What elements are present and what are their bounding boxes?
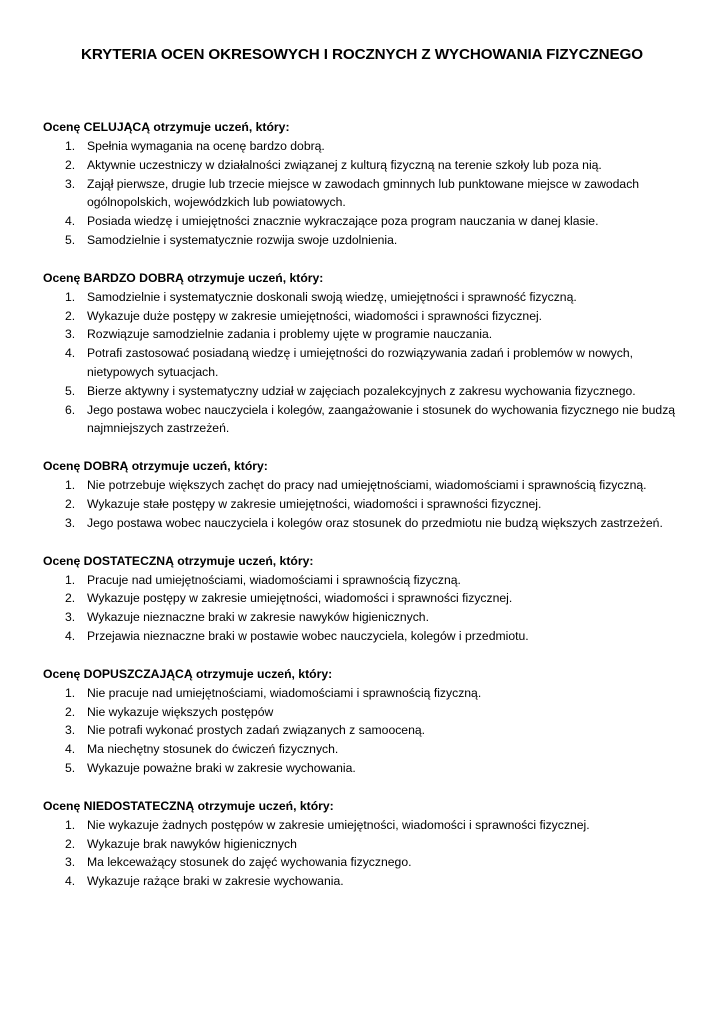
list-item [43, 212, 683, 231]
list-item [43, 401, 683, 439]
list-item-number: 5. [65, 383, 76, 398]
list-item-number: 2. [65, 836, 76, 851]
criteria-content [43, 118, 683, 910]
list-item [43, 288, 683, 307]
list-item [43, 684, 683, 703]
list-item-text: Wykazuje postępy w zakresie umiejętności, wiadomości i sprawności fizycznej. [87, 591, 513, 606]
list-item-number: 5. [65, 760, 76, 775]
list-item-number: 4. [65, 742, 76, 757]
list-item-number: 4. [65, 346, 76, 361]
criteria-list [43, 571, 683, 646]
list-item-text: Nie pracuje nad umiejętnościami, wiadomościami i sprawnością fizyczną. [87, 685, 482, 700]
grade-section [43, 797, 683, 891]
list-item-number: 4. [65, 628, 76, 643]
list-item-text: Jego postawa wobec nauczyciela i kolegów, zaangażowanie i stosunek do wychowania fizycznego nie budzą najmniejszych zastrzeżeń. [87, 402, 676, 436]
list-item [43, 872, 683, 891]
list-item-text: Wykazuje nieznaczne braki w zakresie nawyków higienicznych. [87, 610, 429, 625]
list-item-text: Ma niechętny stosunek do ćwiczeń fizycznych. [87, 742, 339, 757]
list-item-text: Spełnia wymagania na ocenę bardzo dobrą. [87, 139, 325, 153]
grade-section [43, 118, 683, 250]
list-item-number: 1. [65, 139, 76, 153]
list-item-text: Nie potrafi wykonać prostych zadań związanych z samooceną. [87, 723, 426, 738]
list-item [43, 627, 683, 646]
list-item [43, 703, 683, 722]
section-heading: Ocenę CELUJĄCĄ otrzymuje uczeń, który: [43, 120, 290, 134]
list-item-text: Zajął pierwsze, drugie lub trzecie miejsce w zawodach gminnych lub punktowane miejsce w zawodach ogólnopolskich, wojewódzkich lub powiatowych. [87, 176, 640, 210]
list-item [43, 175, 683, 213]
criteria-list [43, 684, 683, 778]
list-item-text: Posiada wiedzę i umiejętności znacznie wykraczające poza program nauczania w danej klasie. [87, 214, 599, 229]
list-item-text: Przejawia nieznaczne braki w postawie wobec nauczyciela, kolegów i przedmiotu. [87, 628, 529, 643]
list-item [43, 137, 683, 156]
list-item-number: 3. [65, 855, 76, 870]
list-item-number: 1. [65, 289, 76, 304]
list-item-number: 5. [65, 232, 76, 247]
list-item [43, 382, 683, 401]
list-item [43, 156, 683, 175]
list-item-text: Wykazuje brak nawyków higienicznych [87, 836, 297, 851]
list-item [43, 495, 683, 514]
list-item [43, 721, 683, 740]
grade-section [43, 457, 683, 532]
list-item [43, 759, 683, 778]
list-item [43, 325, 683, 344]
list-item-number: 3. [65, 610, 76, 625]
grade-section [43, 665, 683, 778]
list-item-number: 3. [65, 176, 76, 191]
grade-section [43, 552, 683, 646]
list-item [43, 835, 683, 854]
criteria-list [43, 816, 683, 891]
list-item-number: 1. [65, 572, 76, 587]
list-item-text: Nie potrzebuje większych zachęt do pracy nad umiejętnościami, wiadomościami i sprawnością fizyczną. [87, 478, 647, 493]
list-item [43, 816, 683, 835]
list-item-number: 3. [65, 515, 76, 530]
list-item-number: 2. [65, 591, 76, 606]
list-item [43, 853, 683, 872]
list-item-text: Rozwiązuje samodzielnie zadania i problemy ujęte w programie nauczania. [87, 327, 493, 342]
list-item [43, 571, 683, 590]
list-item-number: 1. [65, 478, 76, 493]
document-title: KRYTERIA OCEN OKRESOWYCH I ROCZNYCH Z WYCHOWANIA FIZYCZNEGO [81, 46, 643, 63]
list-item-text: Jego postawa wobec nauczyciela i kolegów oraz stosunek do przedmiotu nie budzą większych zastrzeżeń. [87, 515, 663, 530]
list-item-text: Pracuje nad umiejętnościami, wiadomościami i sprawnością fizyczną. [87, 572, 461, 587]
list-item-text: Nie wykazuje żadnych postępów w zakresie umiejętności, wiadomości i sprawności fizycznej. [87, 817, 590, 832]
list-item-text: Nie wykazuje większych postępów [87, 704, 274, 719]
list-item-number: 1. [65, 685, 76, 700]
list-item-number: 3. [65, 327, 76, 342]
list-item-text: Aktywnie uczestniczy w działalności związanej z kulturą fizyczną na terenie szkoły lub poza nią. [87, 157, 602, 172]
list-item-number: 2. [65, 496, 76, 511]
criteria-list [43, 476, 683, 532]
list-item [43, 476, 683, 495]
list-item [43, 514, 683, 533]
section-heading: Ocenę BARDZO DOBRĄ otrzymuje uczeń, który: [43, 270, 324, 285]
list-item-number: 2. [65, 308, 76, 323]
list-item-text: Wykazuje stałe postępy w zakresie umiejętności, wiadomości i sprawności fizycznej. [87, 496, 542, 511]
list-item [43, 344, 683, 382]
list-item-text: Wykazuje duże postępy w zakresie umiejętności, wiadomości i sprawności fizycznej. [87, 308, 543, 323]
grade-section [43, 269, 683, 438]
section-heading: Ocenę DOBRĄ otrzymuje uczeń, który: [43, 459, 268, 474]
list-item-number: 6. [65, 402, 76, 417]
list-item [43, 608, 683, 627]
list-item-text: Bierze aktywny i systematyczny udział w zajęciach pozalekcyjnych z zakresu wychowania fizycznego. [87, 383, 636, 398]
list-item-text: Ma lekceważący stosunek do zajęć wychowania fizycznego. [87, 855, 412, 870]
list-item-text: Samodzielnie i systematycznie rozwija swoje uzdolnienia. [87, 232, 398, 247]
section-heading: Ocenę DOPUSZCZAJĄCĄ otrzymuje uczeń, który: [43, 666, 333, 681]
criteria-list [43, 137, 683, 250]
list-item [43, 589, 683, 608]
section-heading: Ocenę NIEDOSTATECZNĄ otrzymuje uczeń, który: [43, 798, 334, 813]
list-item [43, 231, 683, 250]
list-item-number: 1. [65, 817, 76, 832]
criteria-list [43, 288, 683, 438]
list-item-number: 4. [65, 214, 76, 229]
list-item-text: Samodzielnie i systematycznie doskonali swoją wiedzę, umiejętności i sprawność fizyczną. [87, 289, 577, 304]
list-item-text: Wykazuje rażące braki w zakresie wychowania. [87, 874, 344, 889]
list-item-number: 2. [65, 704, 76, 719]
list-item-number: 3. [65, 723, 76, 738]
list-item-text: Potrafi zastosować posiadaną wiedzę i umiejętności do rozwiązywania zadań i problemów w nowych, nietypowych sytuacjach. [87, 346, 634, 379]
list-item-number: 4. [65, 874, 76, 889]
list-item-number: 2. [65, 157, 76, 172]
list-item [43, 740, 683, 759]
list-item [43, 307, 683, 326]
list-item-text: Wykazuje poważne braki w zakresie wychowania. [87, 760, 356, 775]
section-heading: Ocenę DOSTATECZNĄ otrzymuje uczeń, który: [43, 553, 314, 568]
